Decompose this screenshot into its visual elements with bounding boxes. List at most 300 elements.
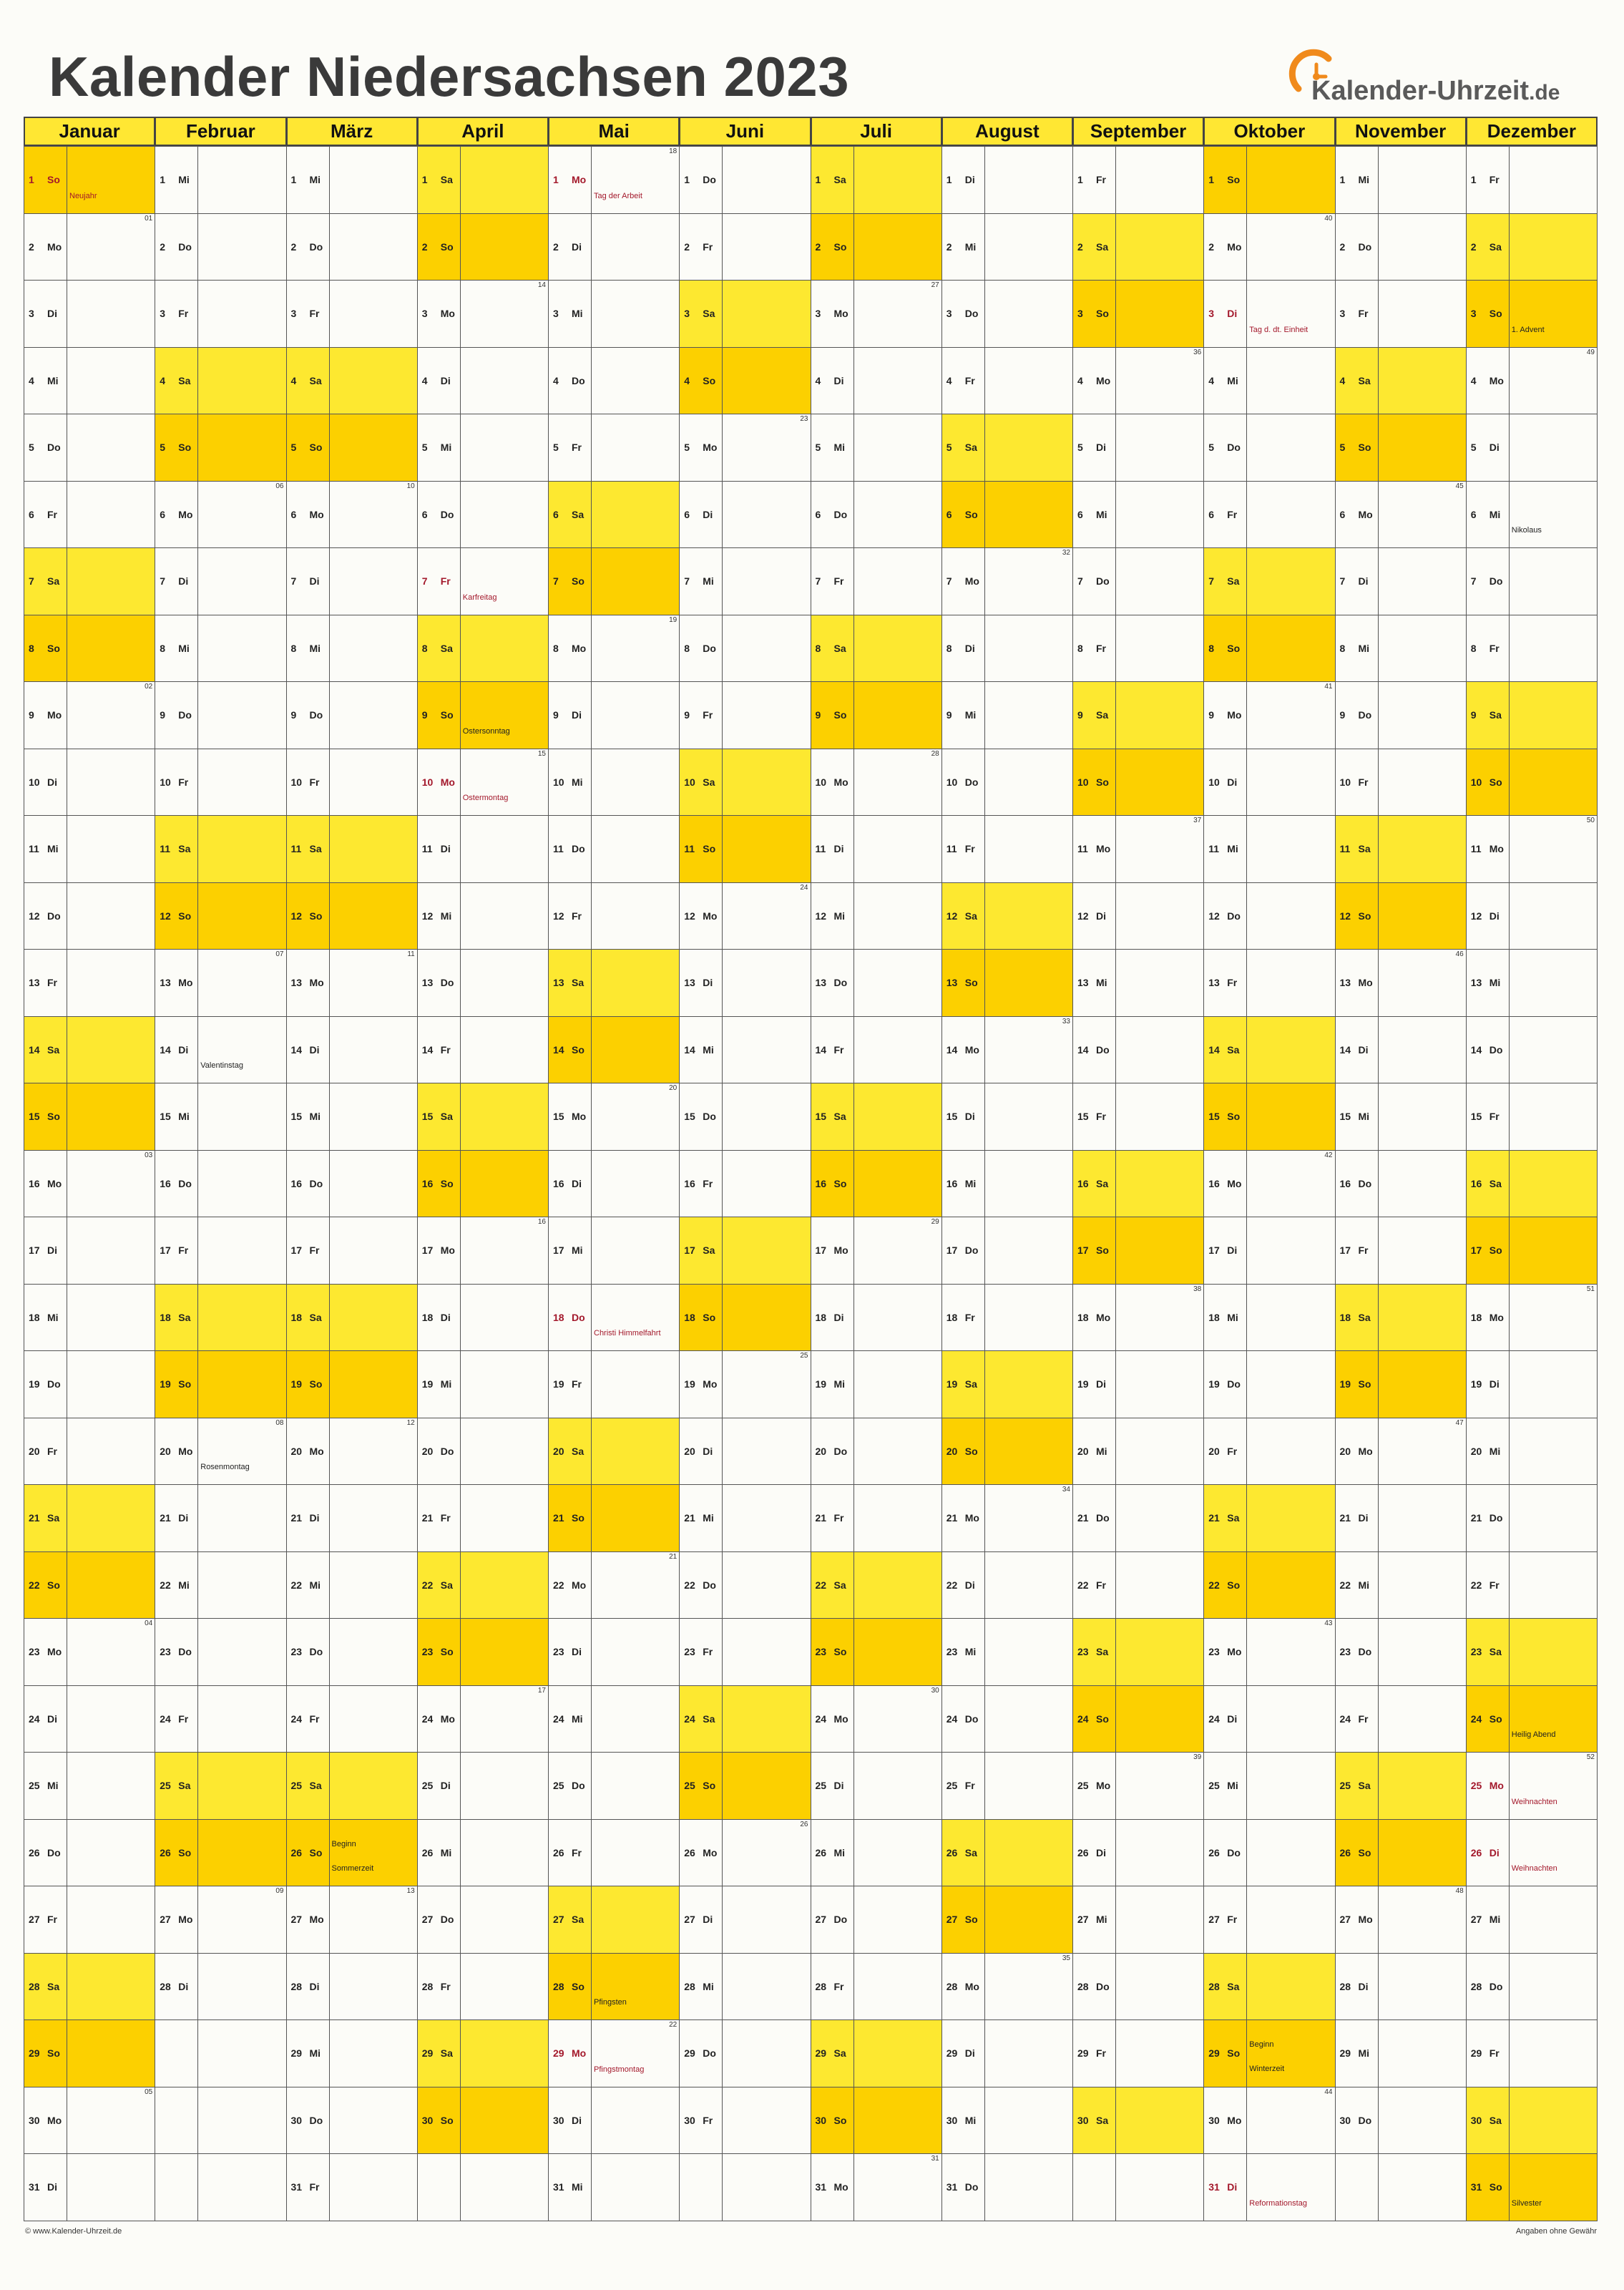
day-cell bbox=[155, 949, 286, 1017]
weekday-abbr: Di bbox=[1489, 442, 1500, 454]
day-cell bbox=[155, 213, 286, 281]
day-cell bbox=[811, 1484, 942, 1552]
weekday-abbr: Di bbox=[703, 1914, 713, 1926]
day-cell bbox=[24, 882, 155, 950]
day-cell bbox=[1335, 1685, 1467, 1753]
page-title: Kalender Niedersachsen 2023 bbox=[49, 45, 850, 108]
day-number: 24 bbox=[290, 1712, 303, 1725]
day-cell bbox=[155, 547, 286, 615]
weekday-abbr: Mi bbox=[178, 174, 190, 186]
day-number: 15 bbox=[553, 1111, 564, 1123]
day-number: 20 bbox=[160, 1445, 171, 1457]
day-number: 24 bbox=[160, 1712, 171, 1725]
weekday-abbr: Fr bbox=[440, 1043, 451, 1056]
weekday-abbr: Sa bbox=[1096, 1177, 1109, 1189]
weekday-abbr: Mi bbox=[572, 776, 583, 788]
day-number: 4 bbox=[29, 374, 34, 386]
day-number: 1 bbox=[684, 174, 690, 186]
day-cell bbox=[155, 749, 286, 817]
weekday-abbr: Di bbox=[1358, 1043, 1369, 1056]
day-cell bbox=[155, 1953, 286, 2021]
day-number: 7 bbox=[290, 575, 297, 588]
weekday-abbr: Do bbox=[703, 1579, 716, 1591]
day-cell bbox=[811, 949, 942, 1017]
weekday-abbr: Mo bbox=[309, 977, 324, 989]
day-number: 10 bbox=[160, 776, 171, 788]
day-number: 15 bbox=[815, 1111, 827, 1123]
day-number: 9 bbox=[1470, 709, 1477, 721]
day-cell bbox=[1466, 1685, 1598, 1753]
month-header-6: Juni bbox=[679, 117, 811, 146]
day-number: 1 bbox=[1208, 174, 1215, 186]
day-cell bbox=[1072, 1016, 1204, 1084]
day-number: 4 bbox=[946, 374, 952, 386]
day-number: 24 bbox=[815, 1712, 827, 1725]
weekday-abbr: So bbox=[572, 1043, 584, 1056]
day-number: 28 bbox=[946, 1980, 958, 1992]
day-number: 9 bbox=[684, 709, 690, 721]
day-cell bbox=[286, 1551, 418, 1619]
day-cell bbox=[679, 681, 811, 749]
weekday-abbr: Fr bbox=[178, 776, 189, 788]
day-cell bbox=[811, 347, 942, 415]
day-cell bbox=[286, 2087, 418, 2155]
weekday-abbr: Do bbox=[440, 1445, 454, 1457]
day-cell bbox=[1203, 1618, 1335, 1686]
day-cell bbox=[941, 1886, 1073, 1954]
weekday-abbr: Mo bbox=[572, 174, 587, 186]
day-number: 28 bbox=[1208, 1980, 1220, 1992]
day-number: 13 bbox=[160, 977, 171, 989]
weekday-abbr: Di bbox=[833, 1780, 844, 1792]
day-number: 5 bbox=[553, 442, 559, 454]
day-cell bbox=[417, 1284, 549, 1352]
day-number: 21 bbox=[1339, 1512, 1351, 1524]
empty-day-cell bbox=[679, 2153, 811, 2221]
day-number: 14 bbox=[1470, 1043, 1482, 1056]
weekday-abbr: Mo bbox=[833, 1244, 848, 1257]
day-cell bbox=[679, 1150, 811, 1218]
weekday-abbr: Mi bbox=[309, 2047, 321, 2060]
month-header-7: Juli bbox=[811, 117, 942, 146]
weekday-abbr: Do bbox=[703, 174, 716, 186]
day-cell bbox=[1335, 146, 1467, 214]
weekday-abbr: Do bbox=[309, 240, 323, 253]
day-cell bbox=[24, 414, 155, 482]
day-number: 12 bbox=[946, 910, 958, 922]
day-number: 2 bbox=[421, 240, 428, 253]
day-cell bbox=[1203, 280, 1335, 348]
weekday-abbr: Do bbox=[1096, 575, 1110, 588]
day-cell bbox=[1466, 547, 1598, 615]
day-number: 5 bbox=[1208, 442, 1215, 454]
weekday-abbr: Mi bbox=[833, 442, 846, 454]
weekday-abbr: So bbox=[1358, 1846, 1371, 1858]
day-cell bbox=[24, 1150, 155, 1218]
day-number: 17 bbox=[29, 1244, 40, 1257]
weekday-abbr: So bbox=[178, 442, 192, 454]
day-cell bbox=[417, 1418, 549, 1486]
day-cell bbox=[1335, 1016, 1467, 1084]
day-number: 21 bbox=[1077, 1512, 1089, 1524]
weekday-abbr: Fr bbox=[964, 374, 975, 386]
day-cell bbox=[1335, 949, 1467, 1017]
day-number: 18 bbox=[1339, 1311, 1351, 1323]
day-number: 25 bbox=[684, 1780, 695, 1792]
day-number: 1 bbox=[421, 174, 428, 186]
day-cell bbox=[155, 414, 286, 482]
day-cell bbox=[417, 1953, 549, 2021]
weekday-abbr: Sa bbox=[964, 1378, 977, 1390]
day-number: 12 bbox=[160, 910, 171, 922]
day-number: 1 bbox=[1077, 174, 1083, 186]
weekday-abbr: Mi bbox=[1358, 174, 1370, 186]
day-cell bbox=[548, 1819, 680, 1887]
day-cell bbox=[941, 1150, 1073, 1218]
month-header-3: März bbox=[286, 117, 418, 146]
day-number: 9 bbox=[160, 709, 166, 721]
day-cell bbox=[548, 1886, 680, 1954]
day-cell bbox=[548, 146, 680, 214]
day-cell bbox=[417, 1484, 549, 1552]
weekday-abbr: Mi bbox=[440, 910, 452, 922]
weekday-abbr: Di bbox=[1489, 1846, 1500, 1858]
day-number: 17 bbox=[1077, 1244, 1089, 1257]
weekday-abbr: Mi bbox=[1358, 1579, 1370, 1591]
weekday-abbr: Fr bbox=[1227, 1914, 1238, 1926]
day-cell bbox=[286, 2153, 418, 2221]
day-cell bbox=[941, 1484, 1073, 1552]
day-cell bbox=[155, 1016, 286, 1084]
day-number: 3 bbox=[1470, 308, 1477, 320]
day-note: Tag der Arbeit bbox=[594, 191, 642, 200]
weekday-abbr: Sa bbox=[178, 1780, 191, 1792]
day-number: 3 bbox=[1339, 308, 1346, 320]
day-cell bbox=[1203, 749, 1335, 817]
weekday-abbr: Mi bbox=[440, 442, 452, 454]
weekday-abbr: Mi bbox=[1096, 1445, 1107, 1457]
day-number: 12 bbox=[421, 910, 434, 922]
day-number: 6 bbox=[160, 508, 166, 520]
weekday-abbr: So bbox=[1489, 1712, 1502, 1725]
day-cell bbox=[941, 1217, 1073, 1285]
day-cell bbox=[417, 213, 549, 281]
weekday-abbr: Mi bbox=[964, 240, 977, 253]
weekday-abbr: So bbox=[1096, 1244, 1109, 1257]
day-number: 22 bbox=[946, 1579, 958, 1591]
day-number: 13 bbox=[815, 977, 827, 989]
week-number: 18 bbox=[669, 147, 678, 155]
day-number: 27 bbox=[421, 1914, 434, 1926]
day-number: 21 bbox=[421, 1512, 434, 1524]
day-number: 18 bbox=[160, 1311, 171, 1323]
weekday-abbr: Di bbox=[440, 374, 451, 386]
day-number: 24 bbox=[421, 1712, 434, 1725]
day-number: 30 bbox=[946, 2114, 958, 2126]
day-number: 8 bbox=[160, 642, 166, 654]
weekday-abbr: Do bbox=[1227, 910, 1241, 922]
day-number: 3 bbox=[1077, 308, 1083, 320]
day-number: 15 bbox=[1208, 1111, 1220, 1123]
day-note: Nikolaus bbox=[1511, 526, 1542, 535]
weekday-abbr: Sa bbox=[47, 575, 60, 588]
weekday-abbr: Sa bbox=[572, 1445, 584, 1457]
day-cell bbox=[417, 1016, 549, 1084]
weekday-abbr: Fr bbox=[440, 1980, 451, 1992]
weekday-abbr: Fr bbox=[440, 575, 451, 588]
day-number: 7 bbox=[684, 575, 690, 588]
day-cell bbox=[811, 681, 942, 749]
week-number: 06 bbox=[275, 482, 284, 490]
day-number: 13 bbox=[1470, 977, 1482, 989]
day-cell bbox=[1466, 1217, 1598, 1285]
day-cell bbox=[417, 681, 549, 749]
day-number: 17 bbox=[684, 1244, 695, 1257]
day-number: 10 bbox=[29, 776, 40, 788]
weekday-abbr: Fr bbox=[1227, 508, 1238, 520]
day-cell bbox=[1203, 1284, 1335, 1352]
week-number: 35 bbox=[1062, 1954, 1070, 1962]
day-cell bbox=[417, 1350, 549, 1418]
weekday-abbr: Mo bbox=[440, 308, 455, 320]
day-number: 19 bbox=[160, 1378, 171, 1390]
day-cell bbox=[1466, 1819, 1598, 1887]
month-header-2: Februar bbox=[155, 117, 286, 146]
weekday-abbr: Di bbox=[1358, 1980, 1369, 1992]
weekday-abbr: Mo bbox=[1096, 374, 1111, 386]
day-cell bbox=[811, 1685, 942, 1753]
day-number: 13 bbox=[946, 977, 958, 989]
day-number: 9 bbox=[553, 709, 559, 721]
weekday-abbr: So bbox=[1358, 1378, 1371, 1390]
day-cell bbox=[1335, 1083, 1467, 1151]
weekday-abbr: Fr bbox=[440, 1512, 451, 1524]
day-cell bbox=[1072, 749, 1204, 817]
weekday-abbr: Fr bbox=[572, 1846, 582, 1858]
weekday-abbr: Mi bbox=[47, 374, 59, 386]
weekday-abbr: Do bbox=[1358, 709, 1372, 721]
day-cell bbox=[417, 2087, 549, 2155]
day-number: 10 bbox=[815, 776, 827, 788]
day-number: 30 bbox=[290, 2114, 303, 2126]
weekday-abbr: Mo bbox=[703, 1378, 718, 1390]
day-cell bbox=[941, 146, 1073, 214]
day-number: 1 bbox=[946, 174, 952, 186]
day-number: 3 bbox=[29, 308, 34, 320]
day-number: 31 bbox=[1470, 2181, 1482, 2193]
day-cell bbox=[1203, 1819, 1335, 1887]
logo[interactable] bbox=[1284, 44, 1570, 112]
day-cell bbox=[1072, 347, 1204, 415]
weekday-abbr: Mi bbox=[572, 1712, 583, 1725]
day-number: 2 bbox=[815, 240, 821, 253]
day-cell bbox=[1072, 949, 1204, 1017]
day-number: 7 bbox=[1208, 575, 1215, 588]
day-note: Beginn bbox=[1249, 2040, 1274, 2049]
day-cell bbox=[811, 2153, 942, 2221]
day-cell bbox=[24, 1418, 155, 1486]
day-cell bbox=[24, 681, 155, 749]
day-note: Christi Himmelfahrt bbox=[594, 1329, 661, 1338]
day-number: 20 bbox=[815, 1445, 827, 1457]
day-number: 16 bbox=[684, 1177, 695, 1189]
weekday-abbr: Di bbox=[572, 1177, 582, 1189]
day-cell bbox=[286, 2019, 418, 2087]
day-number: 8 bbox=[1339, 642, 1346, 654]
day-number: 1 bbox=[29, 174, 34, 186]
day-cell bbox=[155, 815, 286, 883]
weekday-abbr: Sa bbox=[440, 1579, 453, 1591]
day-number: 5 bbox=[684, 442, 690, 454]
day-number: 8 bbox=[946, 642, 952, 654]
day-number: 21 bbox=[160, 1512, 171, 1524]
weekday-abbr: Mi bbox=[1227, 374, 1238, 386]
day-cell bbox=[1072, 1484, 1204, 1552]
weekday-abbr: Mo bbox=[178, 977, 193, 989]
weekday-abbr: Sa bbox=[1358, 1311, 1371, 1323]
day-cell bbox=[155, 615, 286, 683]
day-number: 18 bbox=[29, 1311, 40, 1323]
day-cell bbox=[24, 1284, 155, 1352]
week-number: 48 bbox=[1455, 1887, 1464, 1895]
weekday-abbr: Mo bbox=[964, 1512, 979, 1524]
day-number: 20 bbox=[290, 1445, 303, 1457]
day-cell bbox=[1466, 1350, 1598, 1418]
week-number: 13 bbox=[406, 1887, 415, 1895]
day-cell bbox=[1072, 481, 1204, 549]
day-cell bbox=[1072, 1819, 1204, 1887]
day-cell bbox=[24, 2153, 155, 2221]
weekday-abbr: Mo bbox=[1096, 843, 1111, 855]
footer-copyright: © www.Kalender-Uhrzeit.de bbox=[25, 2227, 122, 2236]
weekday-abbr: Sa bbox=[1227, 575, 1240, 588]
day-cell bbox=[679, 481, 811, 549]
week-number: 19 bbox=[669, 615, 678, 624]
weekday-abbr: Do bbox=[964, 2181, 979, 2193]
day-number: 29 bbox=[1339, 2047, 1351, 2060]
day-cell bbox=[155, 1551, 286, 1619]
day-cell bbox=[1335, 1217, 1467, 1285]
day-number: 21 bbox=[29, 1512, 40, 1524]
day-number: 25 bbox=[815, 1780, 827, 1792]
weekday-abbr: So bbox=[47, 2047, 60, 2060]
weekday-abbr: Sa bbox=[1489, 240, 1502, 253]
weekday-abbr: Di bbox=[1227, 1244, 1238, 1257]
day-note: Valentinstag bbox=[200, 1061, 243, 1070]
day-number: 20 bbox=[1077, 1445, 1089, 1457]
day-number: 24 bbox=[1208, 1712, 1220, 1725]
day-cell bbox=[548, 1484, 680, 1552]
day-number: 6 bbox=[1470, 508, 1477, 520]
weekday-abbr: Fr bbox=[572, 442, 582, 454]
weekday-abbr: Fr bbox=[1489, 1111, 1500, 1123]
weekday-abbr: So bbox=[703, 1311, 716, 1323]
day-cell bbox=[24, 213, 155, 281]
day-number: 11 bbox=[421, 843, 433, 855]
day-cell bbox=[286, 481, 418, 549]
day-cell bbox=[286, 547, 418, 615]
day-cell bbox=[1335, 1284, 1467, 1352]
day-cell bbox=[679, 1418, 811, 1486]
day-number: 20 bbox=[1339, 1445, 1351, 1457]
day-number: 5 bbox=[1470, 442, 1477, 454]
day-cell bbox=[417, 615, 549, 683]
day-cell bbox=[286, 615, 418, 683]
day-number: 19 bbox=[290, 1378, 303, 1390]
day-number: 12 bbox=[553, 910, 564, 922]
weekday-abbr: Mi bbox=[1489, 1445, 1501, 1457]
day-note: Rosenmontag bbox=[200, 1463, 250, 1471]
day-number: 23 bbox=[290, 1646, 303, 1658]
day-cell bbox=[155, 146, 286, 214]
week-number: 47 bbox=[1455, 1418, 1464, 1427]
day-number: 6 bbox=[946, 508, 952, 520]
weekday-abbr: Do bbox=[309, 1646, 323, 1658]
day-number: 11 bbox=[815, 843, 826, 855]
weekday-abbr: Mi bbox=[703, 1512, 714, 1524]
day-number: 17 bbox=[553, 1244, 564, 1257]
day-cell bbox=[286, 949, 418, 1017]
day-number: 9 bbox=[421, 709, 428, 721]
day-cell bbox=[417, 949, 549, 1017]
month-header-4: April bbox=[417, 117, 549, 146]
day-number: 20 bbox=[29, 1445, 40, 1457]
weekday-abbr: Sa bbox=[833, 642, 846, 654]
week-number: 21 bbox=[669, 1552, 678, 1561]
weekday-abbr: Sa bbox=[572, 508, 584, 520]
day-cell bbox=[155, 1217, 286, 1285]
week-number: 04 bbox=[145, 1619, 153, 1627]
year-calendar bbox=[24, 117, 1597, 2223]
weekday-abbr: Mo bbox=[309, 1445, 324, 1457]
weekday-abbr: Do bbox=[47, 910, 61, 922]
day-cell bbox=[811, 615, 942, 683]
week-number: 07 bbox=[275, 950, 284, 958]
weekday-abbr: Do bbox=[1358, 1177, 1372, 1189]
day-cell bbox=[679, 1484, 811, 1552]
day-number: 13 bbox=[421, 977, 434, 989]
day-number: 17 bbox=[160, 1244, 171, 1257]
weekday-abbr: So bbox=[1227, 1579, 1241, 1591]
day-number: 28 bbox=[815, 1980, 827, 1992]
day-note: Karfreitag bbox=[462, 593, 497, 602]
day-cell bbox=[1203, 681, 1335, 749]
day-cell bbox=[811, 1284, 942, 1352]
day-number: 20 bbox=[553, 1445, 564, 1457]
weekday-abbr: Do bbox=[1096, 1043, 1110, 1056]
weekday-abbr: Mo bbox=[833, 308, 848, 320]
day-number: 17 bbox=[290, 1244, 303, 1257]
day-cell bbox=[941, 280, 1073, 348]
weekday-abbr: Fr bbox=[1358, 1712, 1369, 1725]
weekday-abbr: So bbox=[1489, 776, 1502, 788]
weekday-abbr: Di bbox=[703, 977, 713, 989]
day-cell bbox=[417, 1886, 549, 1954]
week-number: 44 bbox=[1324, 2087, 1333, 2096]
day-number: 8 bbox=[1077, 642, 1083, 654]
day-number: 26 bbox=[946, 1846, 958, 1858]
weekday-abbr: Mo bbox=[309, 508, 324, 520]
weekday-abbr: Di bbox=[833, 1311, 844, 1323]
day-cell bbox=[941, 615, 1073, 683]
weekday-abbr: So bbox=[1489, 2181, 1502, 2193]
day-cell bbox=[1072, 1150, 1204, 1218]
weekday-abbr: So bbox=[833, 1646, 847, 1658]
day-cell bbox=[1072, 1886, 1204, 1954]
day-cell bbox=[286, 1083, 418, 1151]
day-number: 11 bbox=[1077, 843, 1088, 855]
day-cell bbox=[1335, 1350, 1467, 1418]
